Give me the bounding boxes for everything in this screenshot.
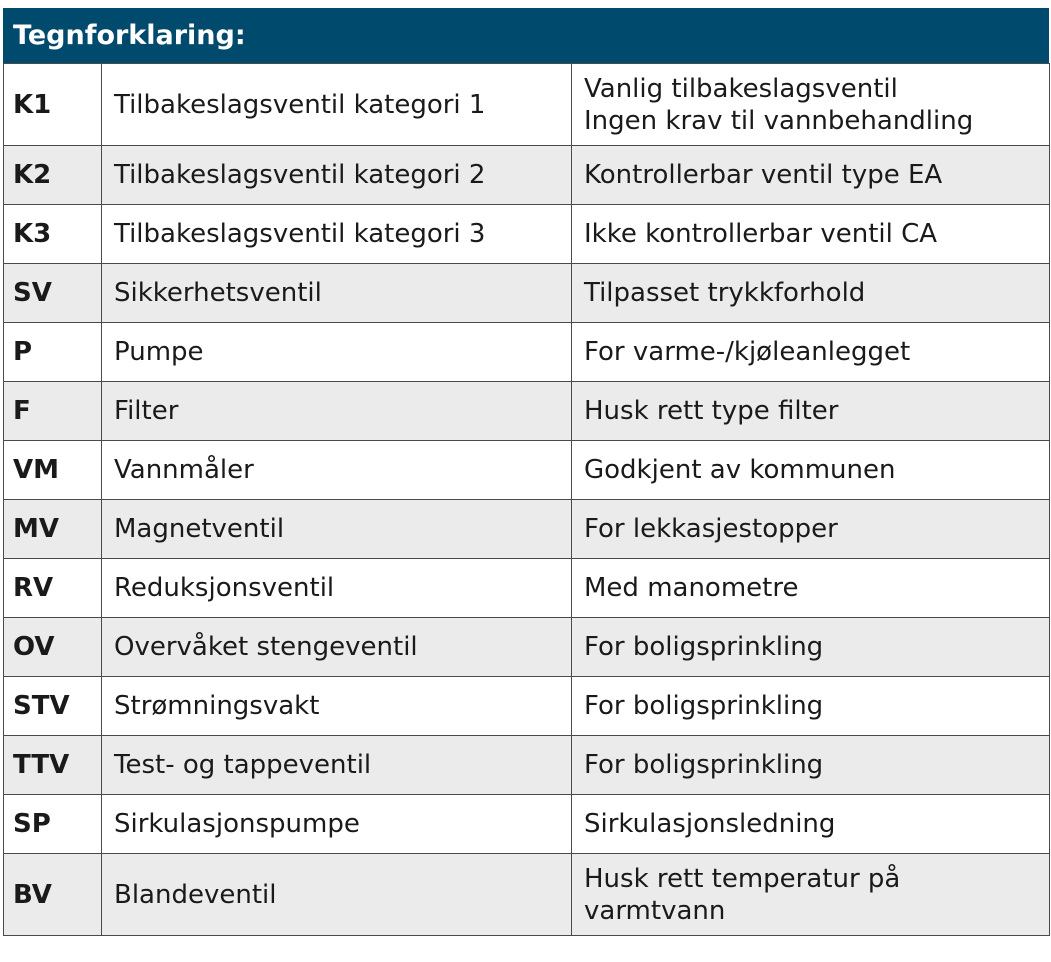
symbol-code: P	[4, 323, 102, 382]
symbol-note-line: Ingen krav til vannbehandling	[584, 105, 974, 136]
symbol-note-line: varmtvann	[584, 895, 726, 926]
table-row	[4, 500, 1050, 559]
symbol-note	[572, 677, 1050, 736]
table-row	[4, 146, 1050, 205]
symbol-code: SV	[4, 264, 102, 323]
symbol-code: RV	[4, 559, 102, 618]
symbol-note-line: For boligsprinkling	[584, 632, 824, 662]
symbol-code: BV	[4, 854, 102, 936]
symbol-note-line: Godkjent av kommunen	[584, 455, 896, 485]
symbol-name: Pumpe	[102, 323, 572, 382]
table-row	[4, 854, 1050, 936]
symbol-note	[572, 854, 1050, 936]
symbol-note-line: For boligsprinkling	[584, 691, 824, 721]
symbol-note	[572, 146, 1050, 205]
symbol-name: Test- og tappeventil	[102, 736, 572, 795]
symbol-note	[572, 500, 1050, 559]
symbol-code: K1	[4, 64, 102, 146]
symbol-code: F	[4, 382, 102, 441]
symbol-note	[572, 323, 1050, 382]
symbol-name: Tilbakeslagsventil kategori 3	[102, 205, 572, 264]
symbol-name: Magnetventil	[102, 500, 572, 559]
table-row	[4, 677, 1050, 736]
legend-panel	[3, 8, 1049, 936]
symbol-code: K3	[4, 205, 102, 264]
table-row	[4, 736, 1050, 795]
symbol-note-line: Sirkulasjonsledning	[584, 809, 836, 839]
symbol-note-line: Kontrollerbar ventil type EA	[584, 160, 943, 190]
symbol-name: Tilbakeslagsventil kategori 2	[102, 146, 572, 205]
symbol-name: Vannmåler	[102, 441, 572, 500]
symbol-name: Sirkulasjonspumpe	[102, 795, 572, 854]
symbol-note	[572, 618, 1050, 677]
symbol-note-line: Vanlig tilbakeslagsventil	[584, 73, 898, 104]
legend-title: Tegnforklaring:	[3, 8, 1049, 63]
symbol-code: MV	[4, 500, 102, 559]
symbol-code: VM	[4, 441, 102, 500]
symbol-name: Filter	[102, 382, 572, 441]
symbol-note-line: Ikke kontrollerbar ventil CA	[584, 219, 938, 249]
table-row	[4, 64, 1050, 146]
table-row	[4, 618, 1050, 677]
symbol-note	[572, 441, 1050, 500]
table-row	[4, 264, 1050, 323]
symbol-note-line: For varme-/kjøleanlegget	[584, 337, 911, 367]
symbol-name: Blandeventil	[102, 854, 572, 936]
symbol-note	[572, 795, 1050, 854]
table-row	[4, 441, 1050, 500]
table-row	[4, 795, 1050, 854]
table-row	[4, 205, 1050, 264]
symbol-code: OV	[4, 618, 102, 677]
symbol-name: Overvåket stengeventil	[102, 618, 572, 677]
symbol-note	[572, 64, 1050, 146]
symbol-name: Sikkerhetsventil	[102, 264, 572, 323]
symbol-name: Strømningsvakt	[102, 677, 572, 736]
symbol-note	[572, 736, 1050, 795]
symbol-note-line: For boligsprinkling	[584, 750, 824, 780]
symbol-code: TTV	[4, 736, 102, 795]
table-row	[4, 382, 1050, 441]
symbol-note-line: Med manometre	[584, 573, 799, 603]
legend-table-body	[4, 64, 1050, 936]
symbol-note-line: Husk rett type filter	[584, 396, 839, 426]
symbol-note	[572, 205, 1050, 264]
symbol-code: STV	[4, 677, 102, 736]
symbol-note	[572, 382, 1050, 441]
symbol-note-line: Husk rett temperatur på	[584, 863, 901, 894]
table-row	[4, 559, 1050, 618]
symbol-note	[572, 559, 1050, 618]
symbol-note-line: For lekkasjestopper	[584, 514, 838, 544]
symbol-note-line: Tilpasset trykkforhold	[584, 278, 866, 308]
symbol-name: Tilbakeslagsventil kategori 1	[102, 64, 572, 146]
symbol-code: K2	[4, 146, 102, 205]
symbol-code: SP	[4, 795, 102, 854]
symbol-name: Reduksjonsventil	[102, 559, 572, 618]
table-row	[4, 323, 1050, 382]
legend-table	[3, 63, 1050, 936]
symbol-note	[572, 264, 1050, 323]
